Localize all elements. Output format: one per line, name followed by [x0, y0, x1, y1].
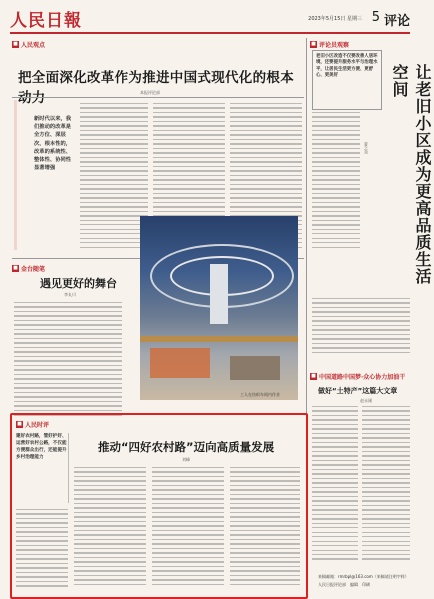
section-marker-icon: ■: [311, 373, 316, 379]
body-text-column: [362, 406, 410, 566]
body-text-column: [312, 112, 360, 252]
section-tag-observer: [310, 40, 349, 49]
pullquote-bar: [14, 100, 17, 250]
machine-core: [210, 264, 228, 324]
section-tag-china-road: [310, 372, 405, 381]
pullquote-community: 老旧小区改造不仅要改善人居环境，还要提升服务水平与治理水平，让居民生活更方便、更舒心、更美好: [316, 54, 378, 79]
dateline: 2023年5月15日 星期三: [308, 16, 362, 22]
headline-rural-road: 推动“四好农村路”迈向高质量发展: [98, 440, 275, 454]
byline-community: 夏之炎: [364, 142, 369, 154]
headline-old-community: 让老旧小区成为更高品质生活空间: [390, 64, 432, 285]
byline-reform: 本报评论部: [140, 90, 160, 95]
page-name: 评论: [383, 14, 410, 29]
section-tag-people-view: [12, 40, 45, 49]
section-marker-icon: ■: [17, 421, 22, 427]
section-tag-people-commentary: [16, 420, 49, 429]
production-line: [140, 336, 298, 342]
pullquote-rural-road: 建好农村路，管好护好、运营好农村公路，不仅能方便群众出行，还能提升乡村治理能力: [16, 434, 67, 460]
body-text-column: [312, 406, 358, 566]
section-marker-icon: ■: [13, 265, 18, 271]
section-tag-jintai: [12, 264, 45, 273]
body-text-column: [152, 467, 224, 593]
section-marker-icon: ■: [311, 41, 316, 47]
section-tag-label: 人民时评: [25, 422, 50, 429]
pullquote-reform: 新时代以来，我们推动的改革是全方位、深层次、根本性的，改革的系统性、整体性、协同性显著增强: [34, 116, 72, 172]
section-tag-label: 金台随笔: [21, 266, 46, 273]
divider: [12, 97, 304, 98]
body-text-column: [16, 509, 68, 593]
section-tag-label: 人民观点: [21, 42, 46, 49]
byline-rural-road: 刘峰: [182, 457, 190, 462]
orange-machinery: [150, 348, 210, 378]
section-tag-label: 中国道路中国梦·众心协力加油干: [319, 374, 406, 381]
body-text-column: [74, 467, 146, 593]
headline-stage: 遇见更好的舞台: [40, 277, 117, 290]
body-text-column: [312, 298, 410, 358]
photo-caption: 工人在纺织车间内作业: [240, 392, 280, 397]
body-text-column: [14, 302, 122, 422]
body-text-column: [230, 467, 300, 593]
footer-contact: 来稿邮箱：rmrbpl@163.com（来稿请注明字样）: [318, 574, 409, 579]
page-number: 5: [371, 10, 380, 25]
section-tag-label: 评论员观察: [319, 42, 350, 49]
body-text-column: [80, 103, 148, 253]
section-marker-icon: ■: [13, 41, 18, 47]
pullquote-box: [312, 50, 382, 110]
pullquote-box: [16, 433, 69, 503]
highlighted-article[interactable]: [10, 413, 308, 599]
footer-credits: 人民日报评论部 编辑 印刷: [318, 582, 370, 587]
headline-reform: 把全面深化改革作为推进中国式现代化的根本动力: [18, 70, 294, 106]
masthead: [10, 6, 410, 34]
headline-local-specialty: 做好“土特产”这篇大文章: [318, 387, 398, 395]
byline-local-specialty: 赵永刚: [360, 398, 372, 403]
factory-photo: [140, 216, 298, 400]
byline-stage: 李丸川: [64, 292, 76, 297]
newspaper-logo: 人民日報: [10, 11, 82, 31]
worker-area: [230, 356, 280, 380]
